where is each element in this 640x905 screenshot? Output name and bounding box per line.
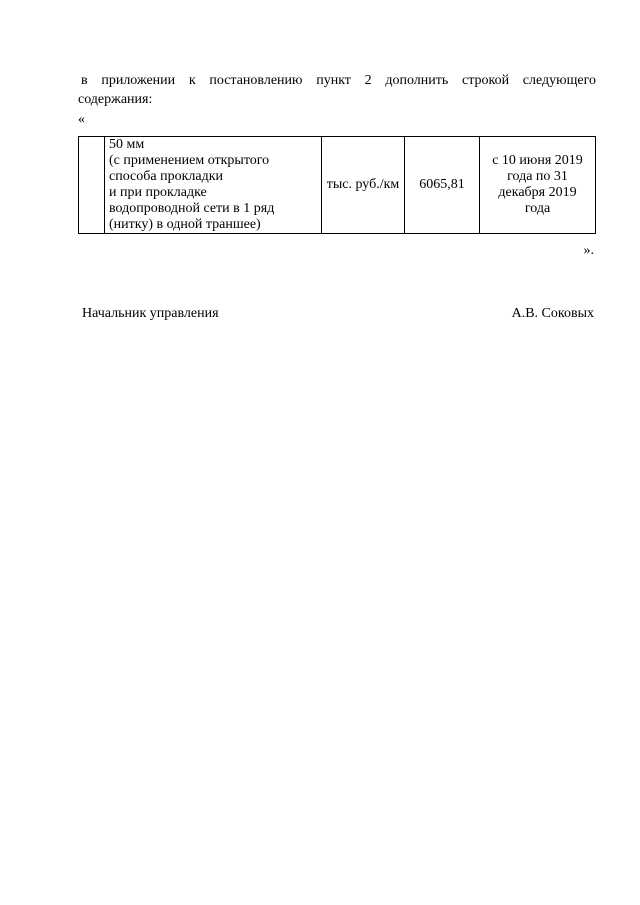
period-cell: с 10 июня 2019 года по 31 декабря 2019 года bbox=[480, 137, 596, 234]
signature-block bbox=[82, 306, 594, 322]
description-line: (нитку) в одной траншее) bbox=[109, 217, 261, 232]
value-cell: 6065,81 bbox=[405, 137, 480, 234]
intro-line-2: содержания: bbox=[78, 92, 153, 107]
description-line: способа прокладки bbox=[109, 169, 224, 184]
description-line: и при прокладке bbox=[109, 185, 207, 200]
description-line: водопроводной сети в 1 ряд bbox=[109, 201, 275, 216]
description-cell bbox=[105, 137, 322, 234]
tariff-table bbox=[78, 136, 596, 234]
signatory-position: Начальник управления bbox=[82, 306, 219, 321]
closing-quote: ». bbox=[583, 243, 594, 258]
opening-quote: « bbox=[78, 112, 85, 127]
intro-line-1: в приложении к постановлению пункт 2 дополнить строкой следующего bbox=[81, 73, 596, 88]
signatory-name: А.В. Соковых bbox=[511, 306, 594, 321]
table-row bbox=[79, 137, 596, 234]
unit-cell: тыс. руб./км bbox=[322, 137, 405, 234]
row-number-cell bbox=[79, 137, 105, 234]
description-line: 50 мм bbox=[109, 137, 145, 152]
intro-paragraph bbox=[78, 71, 596, 109]
description-line: (с применением открытого bbox=[109, 153, 270, 168]
